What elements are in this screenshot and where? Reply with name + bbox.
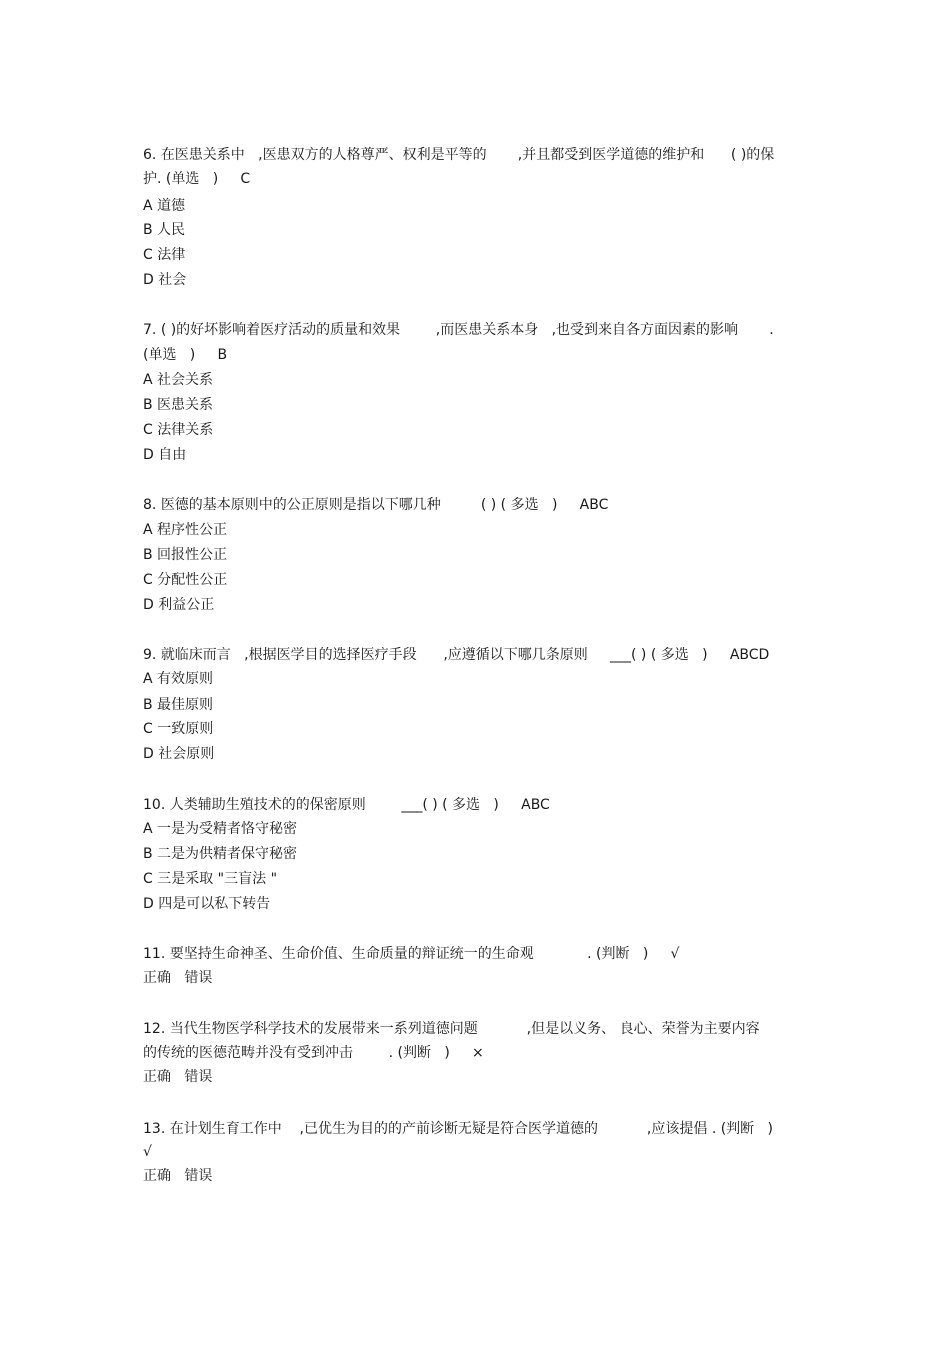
question-9-option-d: D 社会原则 (143, 746, 215, 762)
question-10-option-c: C 三是采取 "三盲法 " (143, 871, 278, 887)
question-9-line-1 (143, 646, 769, 664)
question-7-option-c: C 法律关系 (143, 422, 214, 438)
question-13-line-2: √ (143, 1144, 152, 1160)
question-13-line-1 (143, 1120, 773, 1138)
question-10-option-b: B 二是为供精者保守秘密 (143, 846, 298, 862)
question-10-option-d: D 四是可以私下转告 (143, 896, 271, 912)
question-6-number: 6. (143, 147, 157, 163)
question-12-choices: 正确 错误 (143, 1069, 213, 1085)
question-11-choices: 正确 错误 (143, 970, 213, 986)
question-7-number: 7. (143, 322, 157, 338)
question-8-option-b: B 回报性公正 (143, 547, 228, 563)
question-9-stem: 就临床而言 ,根据医学目的选择医疗手段 ,应遵循以下哪几条原则 ___( ) ( 多选 ) ABCD (160, 647, 770, 663)
question-8-option-c: C 分配性公正 (143, 572, 228, 588)
question-7-option-d: D 自由 (143, 447, 187, 463)
question-8-number: 8. (143, 497, 157, 513)
question-10-line-1 (143, 796, 550, 814)
question-6-option-c: C 法律 (143, 247, 186, 263)
question-10-stem: 人类辅助生殖技术的的保密原则 ___( ) ( 多选 ) ABC (169, 797, 550, 813)
question-6-option-d: D 社会 (143, 272, 187, 288)
question-12-stem: 当代生物医学科学技术的发展带来一系列道德问题 ,但是以义务、 良心、荣誉为主要内容 (169, 1021, 760, 1037)
question-10-option-a: A 一是为受精者恪守秘密 (143, 821, 298, 837)
question-9-option-b: B 最佳原则 (143, 697, 214, 713)
question-12-line-1 (143, 1020, 760, 1038)
question-9-option-a: A 有效原则 (143, 671, 214, 687)
question-12-number: 12. (143, 1021, 166, 1037)
question-6-line-1 (143, 146, 774, 164)
question-10-number: 10. (143, 797, 166, 813)
question-7-line-2: (单选 ) B (143, 347, 228, 363)
question-11-number: 11. (143, 946, 166, 962)
question-6-option-b: B 人民 (143, 222, 186, 238)
question-11-line-1 (143, 945, 679, 963)
question-7-stem: ( )的好坏影响着医疗活动的质量和效果 ,而医患关系本身 ,也受到来自各方面因素的影响 . (160, 322, 774, 338)
question-8-stem: 医德的基本原则中的公正原则是指以下哪几种 ( ) ( 多选 ) ABC (160, 497, 609, 513)
question-11-stem: 要坚持生命神圣、生命价值、生命质量的辩证统一的生命观 . (判断 ) √ (169, 946, 680, 962)
question-6-option-a: A 道德 (143, 198, 186, 214)
question-8-option-d: D 利益公正 (143, 597, 215, 613)
question-13-choices: 正确 错误 (143, 1168, 213, 1184)
question-8-line-1 (143, 496, 608, 514)
question-7-line-1 (143, 321, 774, 339)
question-7-option-a: A 社会关系 (143, 372, 214, 388)
question-9-option-c: C 一致原则 (143, 721, 214, 737)
question-9-number: 9. (143, 647, 157, 663)
question-7-option-b: B 医患关系 (143, 397, 214, 413)
question-13-stem: 在计划生育工作中 ,已优生为目的的产前诊断无疑是符合医学道德的 ,应该提倡 . (判断 ) (169, 1121, 773, 1137)
question-12-line-2: 的传统的医德范畴并没有受到冲击 . (判断 ) × (143, 1045, 484, 1061)
question-6-stem: 在医患关系中 ,医患双方的人格尊严、权利是平等的 ,并且都受到医学道德的维护和 ( )的保 (160, 147, 775, 163)
question-6-line-2: 护. (单选 ) C (143, 171, 251, 187)
question-8-option-a: A 程序性公正 (143, 522, 228, 538)
question-13-number: 13. (143, 1121, 166, 1137)
